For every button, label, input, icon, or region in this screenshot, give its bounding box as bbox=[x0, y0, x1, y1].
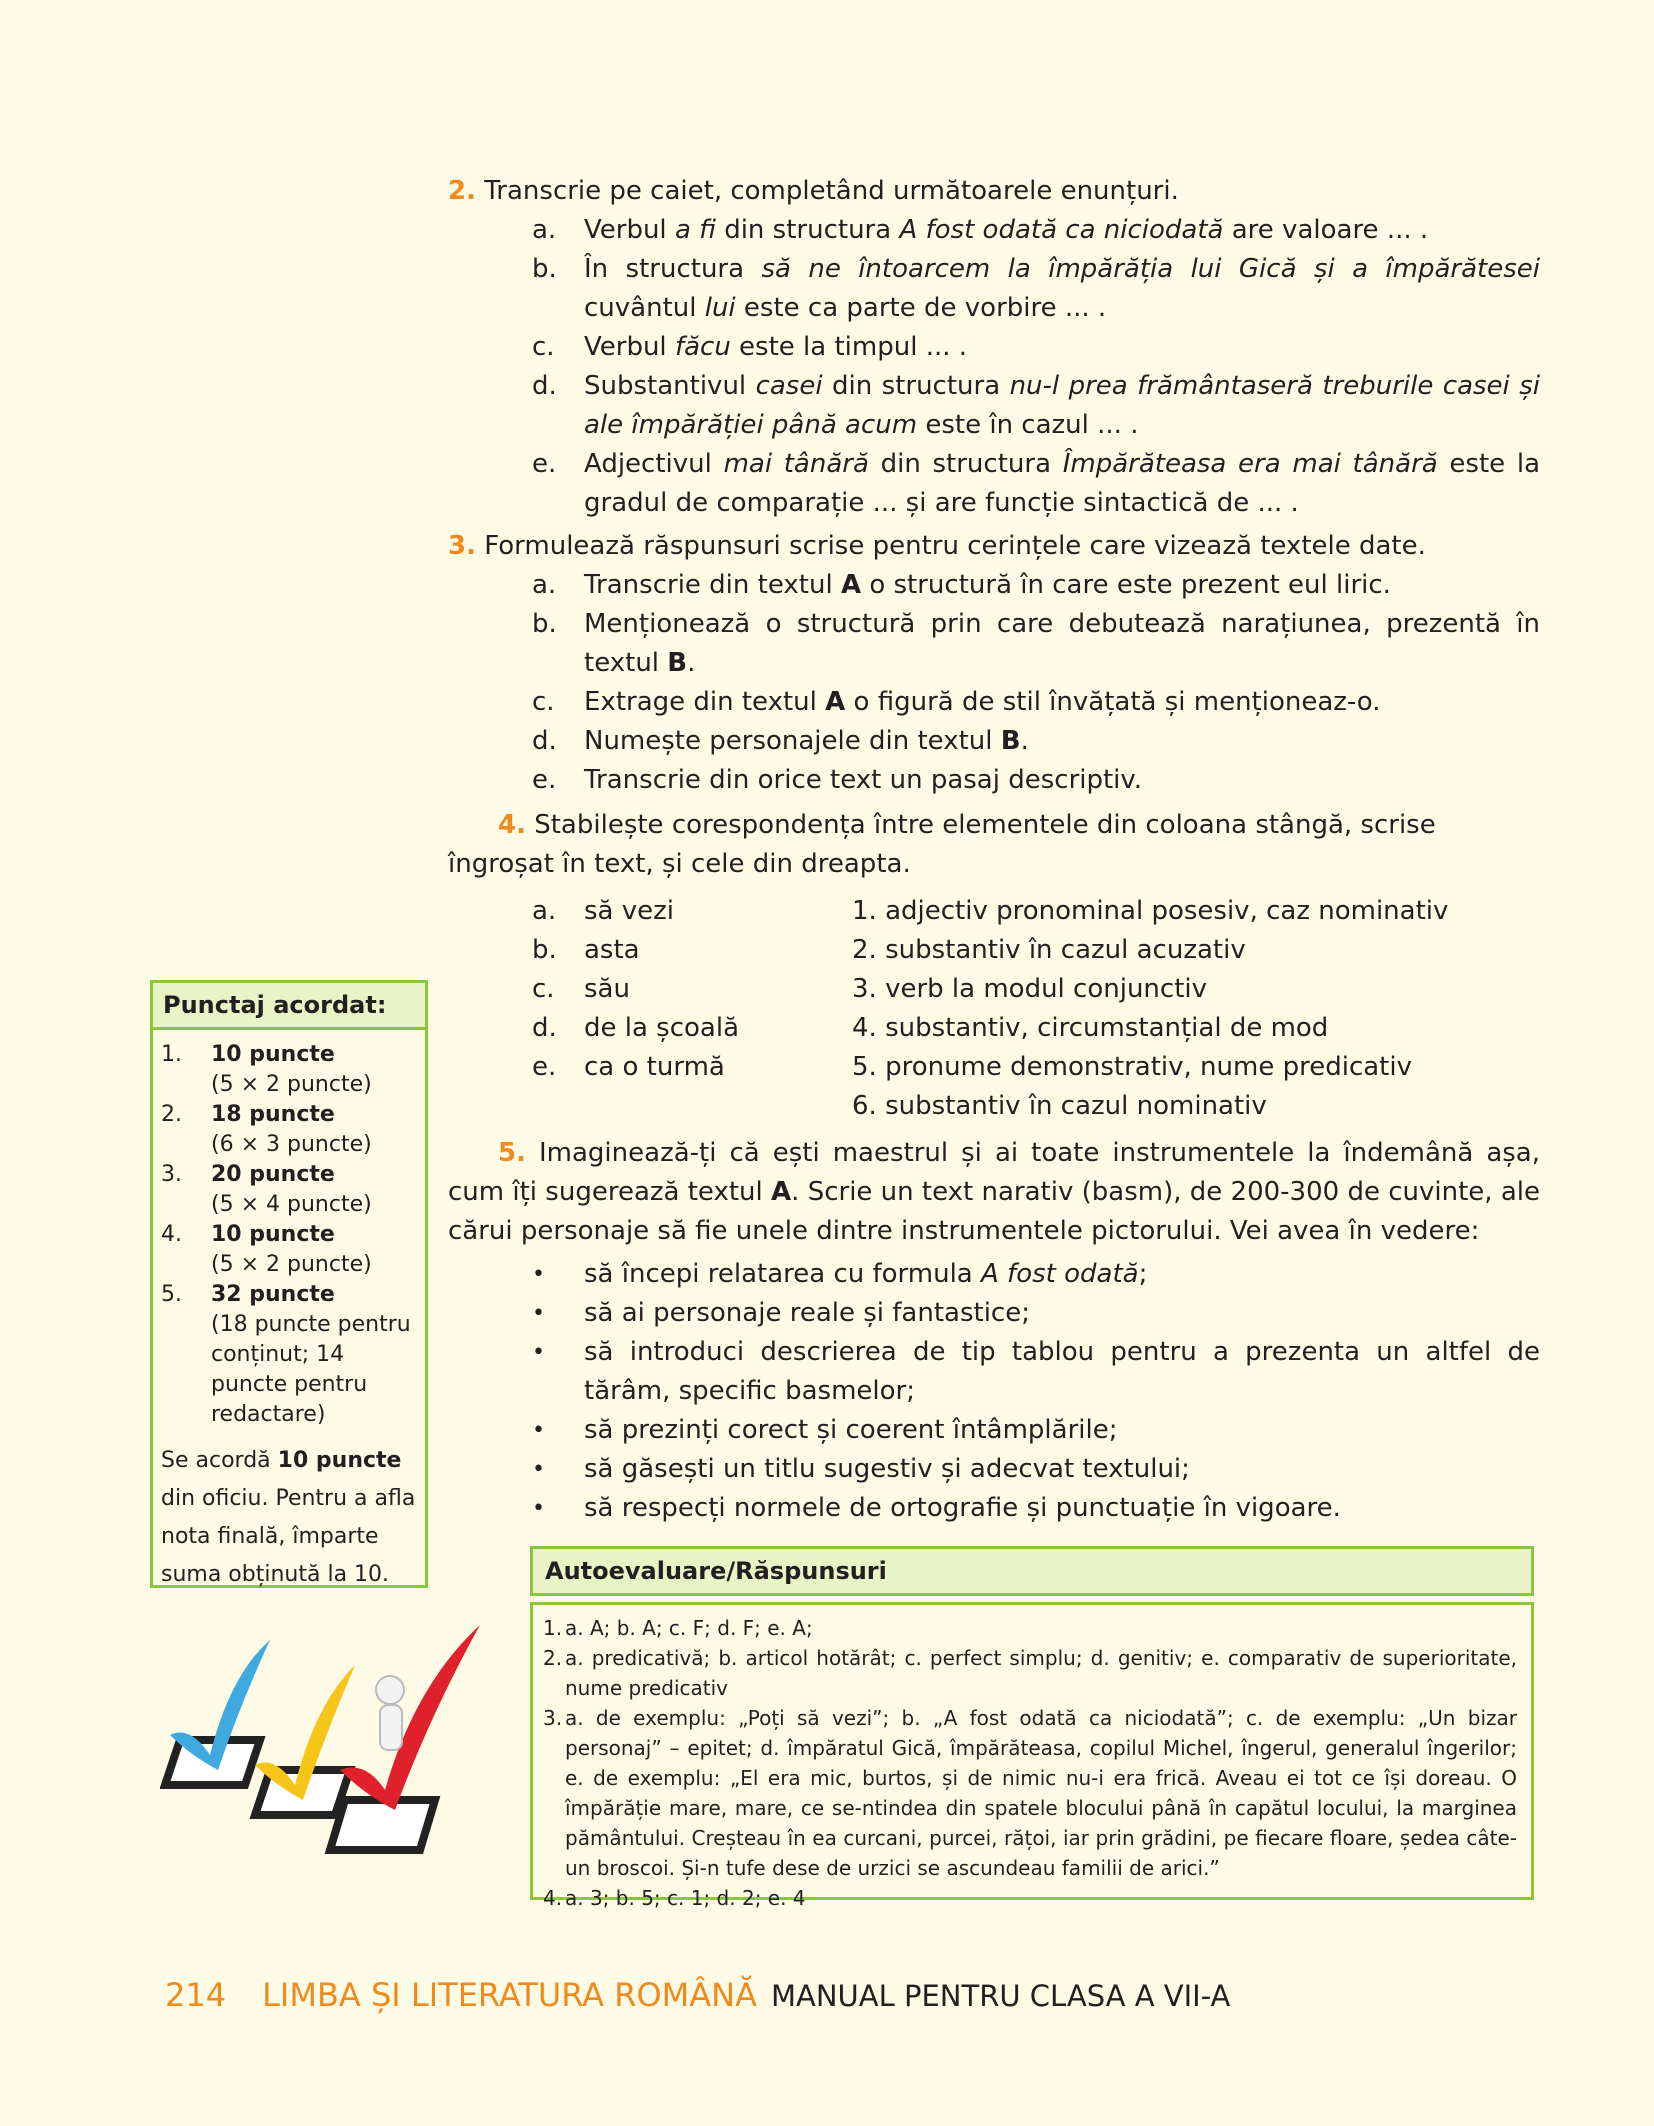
text-run: din structura bbox=[715, 215, 900, 245]
item-letter: a. bbox=[532, 896, 557, 926]
answer-number: 4. bbox=[543, 1886, 563, 1910]
question-number: 2. bbox=[448, 176, 476, 206]
item-letter: d. bbox=[532, 1013, 557, 1043]
text-run: este în cazul ... . bbox=[917, 410, 1139, 440]
text-run: ; bbox=[1138, 1259, 1148, 1289]
score-points: 10 puncte bbox=[211, 1042, 335, 1067]
score-points: 32 puncte bbox=[211, 1282, 335, 1307]
item-letter: b. bbox=[532, 254, 557, 284]
question-5-bullets bbox=[532, 1255, 1540, 1528]
score-text bbox=[211, 1220, 372, 1280]
text-run: Verbul bbox=[584, 215, 675, 245]
match-left-item bbox=[532, 970, 852, 1009]
question-number: 5. bbox=[498, 1138, 526, 1168]
text-run: Împărăteasa era mai tânără bbox=[1062, 449, 1438, 479]
list-item bbox=[532, 722, 1540, 761]
question-3-items bbox=[448, 566, 1540, 800]
text-run: mai tânără bbox=[723, 449, 869, 479]
item-text: ca o turmă bbox=[584, 1052, 725, 1082]
text-run: să introduci descrierea de tip tablou pentru a prezenta un altfel de tărâm, specific basmelor; bbox=[584, 1337, 1540, 1406]
matching-columns bbox=[532, 892, 1540, 1126]
item-text: să vezi bbox=[584, 896, 674, 926]
text-run: . bbox=[687, 648, 696, 678]
answer-text: a. 3; b. 5; c. 1; d. 2; e. 4 bbox=[565, 1886, 806, 1910]
answer-text: a. de exemplu: „Poți să vezi”; b. „A fost odată ca niciodată”; c. de exemplu: „Un bizar personaj” – epitet; d. împăratul Gică, împărăteasa, copilul Michel, îngerul, generalul îngerilor; e. de exemplu: „El era mic, burtos, și de nimic nu-i era frică. Aveau ei tot ce își doreau. O împărăție mare, mare, ce se-ntindea din spatele blocului până în capătul locului, la marginea pământului. Creșteau în ea curcani, purcei, rățoi, iar prin grădini, pe fiecare floare, ședea câte-un broscoi. Și-n tufe dese de urzici se ascundeau familii de arici.” bbox=[565, 1706, 1517, 1880]
item-text: de la școală bbox=[584, 1013, 740, 1043]
left-column bbox=[532, 892, 852, 1126]
item-text: său bbox=[584, 974, 630, 1004]
item-letter: c. bbox=[532, 687, 555, 717]
bullet-text bbox=[584, 1255, 1540, 1294]
item-letter: d. bbox=[532, 371, 557, 401]
item-letter: a. bbox=[532, 570, 557, 600]
match-right-item: 4. substantiv, circumstanțial de mod bbox=[852, 1013, 1329, 1043]
list-item bbox=[532, 566, 1540, 605]
item-text bbox=[584, 566, 1540, 605]
question-5 bbox=[448, 1134, 1540, 1251]
item-text bbox=[584, 250, 1540, 328]
score-points: 20 puncte bbox=[211, 1162, 335, 1187]
score-detail: (18 puncte pentru conținut; 14 puncte pentru redactare) bbox=[211, 1312, 411, 1427]
text-run: cuvântul bbox=[584, 293, 705, 323]
text-run: A bbox=[825, 687, 846, 717]
answer-number: 3. bbox=[543, 1706, 563, 1730]
list-item bbox=[532, 367, 1540, 445]
item-text bbox=[584, 328, 1540, 367]
bullet-icon: • bbox=[532, 1262, 545, 1287]
footer-manual: MANUAL PENTRU CLASA A VII-A bbox=[770, 1979, 1231, 2013]
bullet-icon: • bbox=[532, 1418, 545, 1443]
text-run: Substantivul bbox=[584, 371, 756, 401]
score-detail: (6 × 3 puncte) bbox=[211, 1132, 372, 1157]
text-run: A fost odată ca niciodată bbox=[899, 215, 1224, 245]
score-box bbox=[150, 980, 428, 1588]
text-run: să prezinți corect și coerent întâmplările; bbox=[584, 1415, 1118, 1445]
item-text bbox=[584, 761, 1540, 800]
score-row bbox=[161, 1160, 417, 1220]
match-right-item: 5. pronume demonstrativ, nume predicativ bbox=[852, 1052, 1412, 1082]
score-number: 4. bbox=[161, 1222, 182, 1247]
text-run: A fost odată bbox=[981, 1259, 1139, 1289]
question-number: 3. bbox=[448, 531, 476, 561]
score-number: 2. bbox=[161, 1102, 182, 1127]
text-run: casei bbox=[755, 371, 823, 401]
text-run: din structura bbox=[822, 371, 1010, 401]
bullet-text bbox=[584, 1294, 1540, 1333]
list-item bbox=[532, 445, 1540, 523]
self-assessment-title: Autoevaluare/Răspunsuri bbox=[530, 1546, 1534, 1596]
item-text bbox=[584, 367, 1540, 445]
score-detail: (5 × 4 puncte) bbox=[211, 1192, 372, 1217]
text-run: nu-l prea frământaseră treburile casei și ale împărăției până acum bbox=[584, 371, 1540, 440]
item-letter: a. bbox=[532, 215, 557, 245]
text-run: este ca parte de vorbire ... . bbox=[735, 293, 1107, 323]
bullet-item bbox=[532, 1489, 1540, 1528]
bullet-item bbox=[532, 1255, 1540, 1294]
page-number: 214 bbox=[165, 1976, 227, 2014]
question-2 bbox=[448, 172, 1540, 211]
match-right-item: 6. substantiv în cazul nominativ bbox=[852, 1091, 1267, 1121]
bullet-item bbox=[532, 1411, 1540, 1450]
self-assessment-body bbox=[530, 1602, 1534, 1910]
item-letter: b. bbox=[532, 935, 557, 965]
text-run: Transcrie din orice text un pasaj descriptiv. bbox=[584, 765, 1143, 795]
list-item bbox=[532, 211, 1540, 250]
bullet-item bbox=[532, 1333, 1540, 1411]
list-item bbox=[532, 250, 1540, 328]
item-text bbox=[584, 683, 1540, 722]
page-footer bbox=[165, 1976, 1230, 2014]
item-letter: e. bbox=[532, 1052, 557, 1082]
item-letter: c. bbox=[532, 974, 555, 1004]
text-run: din structura bbox=[868, 449, 1063, 479]
answer-row bbox=[543, 1643, 1517, 1703]
bullet-text bbox=[584, 1411, 1540, 1450]
score-row bbox=[161, 1220, 417, 1280]
item-text bbox=[584, 605, 1540, 683]
text-run: A bbox=[771, 1177, 792, 1207]
answer-row bbox=[543, 1613, 1517, 1643]
item-text bbox=[584, 722, 1540, 761]
match-left-item bbox=[532, 931, 852, 970]
text-run: Menționează o structură prin care debutează narațiunea, prezentă în textul bbox=[584, 609, 1540, 678]
score-text bbox=[211, 1280, 417, 1430]
item-text: asta bbox=[584, 935, 640, 965]
question-text: Stabilește corespondența între elementele din coloana stângă, scrise îngroșat în text, și cele din dreapta. bbox=[448, 810, 1436, 879]
text-run: o figură de stil învățată și menționeaz-o. bbox=[845, 687, 1381, 717]
text-run: din oficiu. Pentru a afla nota finală, împarte suma obținută la 10. bbox=[161, 1486, 416, 1587]
text-run: făcu bbox=[674, 332, 731, 362]
text-run: Extrage din textul bbox=[584, 687, 826, 717]
bullet-icon: • bbox=[532, 1340, 545, 1365]
list-item bbox=[532, 605, 1540, 683]
bullet-item bbox=[532, 1450, 1540, 1489]
score-box-body bbox=[153, 1030, 425, 1604]
text-run: a fi bbox=[674, 215, 716, 245]
text-run: Se acordă bbox=[161, 1448, 278, 1473]
answer-text: a. predicativă; b. articol hotărât; c. perfect simplu; d. genitiv; e. comparativ de superioritate, nume predicativ bbox=[565, 1646, 1517, 1700]
match-left-item bbox=[532, 1009, 852, 1048]
item-letter: b. bbox=[532, 609, 557, 639]
match-right-item: 2. substantiv în cazul acuzativ bbox=[852, 935, 1246, 965]
score-box-title: Punctaj acordat: bbox=[153, 983, 425, 1030]
answer-text: a. A; b. A; c. F; d. F; e. A; bbox=[565, 1616, 813, 1640]
text-run: B bbox=[1000, 726, 1021, 756]
list-item bbox=[532, 761, 1540, 800]
bullet-item bbox=[532, 1294, 1540, 1333]
score-points: 10 puncte bbox=[211, 1222, 335, 1247]
main-content bbox=[448, 172, 1540, 1528]
text-run: are valoare ... . bbox=[1223, 215, 1429, 245]
answer-row bbox=[543, 1883, 1517, 1913]
item-letter: e. bbox=[532, 765, 557, 795]
self-assessment-box bbox=[530, 1546, 1534, 1910]
right-column bbox=[852, 892, 1448, 1126]
question-text: Transcrie pe caiet, completând următoarele enunțuri. bbox=[484, 176, 1179, 206]
bullet-text bbox=[584, 1450, 1540, 1489]
text-run: 10 puncte bbox=[277, 1448, 402, 1473]
match-left-item bbox=[532, 892, 852, 931]
text-run: Transcrie din textul bbox=[584, 570, 841, 600]
score-detail: (5 × 2 puncte) bbox=[211, 1072, 372, 1097]
score-detail: (5 × 2 puncte) bbox=[211, 1252, 372, 1277]
bullet-icon: • bbox=[532, 1301, 545, 1326]
bullet-icon: • bbox=[532, 1496, 545, 1521]
answer-row bbox=[543, 1703, 1517, 1883]
text-run: În structura bbox=[584, 254, 762, 284]
score-row bbox=[161, 1100, 417, 1160]
item-text bbox=[584, 211, 1540, 250]
question-3 bbox=[448, 527, 1540, 566]
match-right-item: 1. adjectiv pronominal posesiv, caz nominativ bbox=[852, 896, 1449, 926]
score-number: 3. bbox=[161, 1162, 182, 1187]
checkmarks-illustration bbox=[160, 1595, 520, 1855]
item-letter: e. bbox=[532, 449, 557, 479]
list-item bbox=[532, 328, 1540, 367]
text-run: să ne întoarcem la împărăția lui Gică și a împărătesei bbox=[761, 254, 1540, 284]
text-run: lui bbox=[704, 293, 736, 323]
text-run: o structură în care este prezent eul liric. bbox=[861, 570, 1391, 600]
text-run: B bbox=[667, 648, 688, 678]
text-run: Verbul bbox=[584, 332, 675, 362]
text-run: Adjectivul bbox=[584, 449, 724, 479]
list-item bbox=[532, 683, 1540, 722]
text-run: este la gradul de comparație ... și are funcție sintactică de ... . bbox=[584, 449, 1540, 518]
bullet-text bbox=[584, 1333, 1540, 1411]
score-row bbox=[161, 1040, 417, 1100]
text-run: Imaginează-ți că ești maestrul și ai toate instrumentele la îndemână așa, cum îți sugerează textul bbox=[448, 1138, 1540, 1207]
text-run: este la timpul ... . bbox=[730, 332, 968, 362]
score-note bbox=[161, 1442, 417, 1594]
question-text: Formulează răspunsuri scrise pentru cerințele care vizează textele date. bbox=[484, 531, 1426, 561]
question-number: 4. bbox=[498, 810, 526, 840]
text-run: . bbox=[1020, 726, 1029, 756]
text-run: . Scrie un text narativ (basm), de 200-300 de cuvinte, ale cărui personaje să fie unele dintre instrumentele pictorului. Vei avea în vedere: bbox=[448, 1177, 1540, 1246]
footer-subject: LIMBA ȘI LITERATURA ROMÂNĂ bbox=[262, 1976, 757, 2014]
item-letter: d. bbox=[532, 726, 557, 756]
question-2-items bbox=[448, 211, 1540, 523]
score-text bbox=[211, 1040, 372, 1100]
text-run: să ai personaje reale și fantastice; bbox=[584, 1298, 1030, 1328]
score-row bbox=[161, 1280, 417, 1430]
score-text bbox=[211, 1160, 372, 1220]
match-left-item bbox=[532, 1048, 852, 1087]
text-run: să începi relatarea cu formula bbox=[584, 1259, 981, 1289]
text-run: să respecți normele de ortografie și punctuație în vigoare. bbox=[584, 1493, 1341, 1523]
bullet-text bbox=[584, 1489, 1540, 1528]
text-run: să găsești un titlu sugestiv și adecvat textului; bbox=[584, 1454, 1190, 1484]
text-run: A bbox=[840, 570, 862, 600]
match-right-item: 3. verb la modul conjunctiv bbox=[852, 974, 1207, 1004]
bullet-icon: • bbox=[532, 1457, 545, 1482]
text-run: Numește personajele din textul bbox=[584, 726, 1001, 756]
score-text bbox=[211, 1100, 372, 1160]
score-points: 18 puncte bbox=[211, 1102, 335, 1127]
answer-number: 1. bbox=[543, 1616, 563, 1640]
item-letter: c. bbox=[532, 332, 555, 362]
score-number: 1. bbox=[161, 1042, 182, 1067]
item-text bbox=[584, 445, 1540, 523]
question-4 bbox=[448, 806, 1540, 884]
checkmarks-icon bbox=[160, 1595, 520, 1855]
score-number: 5. bbox=[161, 1282, 182, 1307]
answer-number: 2. bbox=[543, 1646, 563, 1670]
